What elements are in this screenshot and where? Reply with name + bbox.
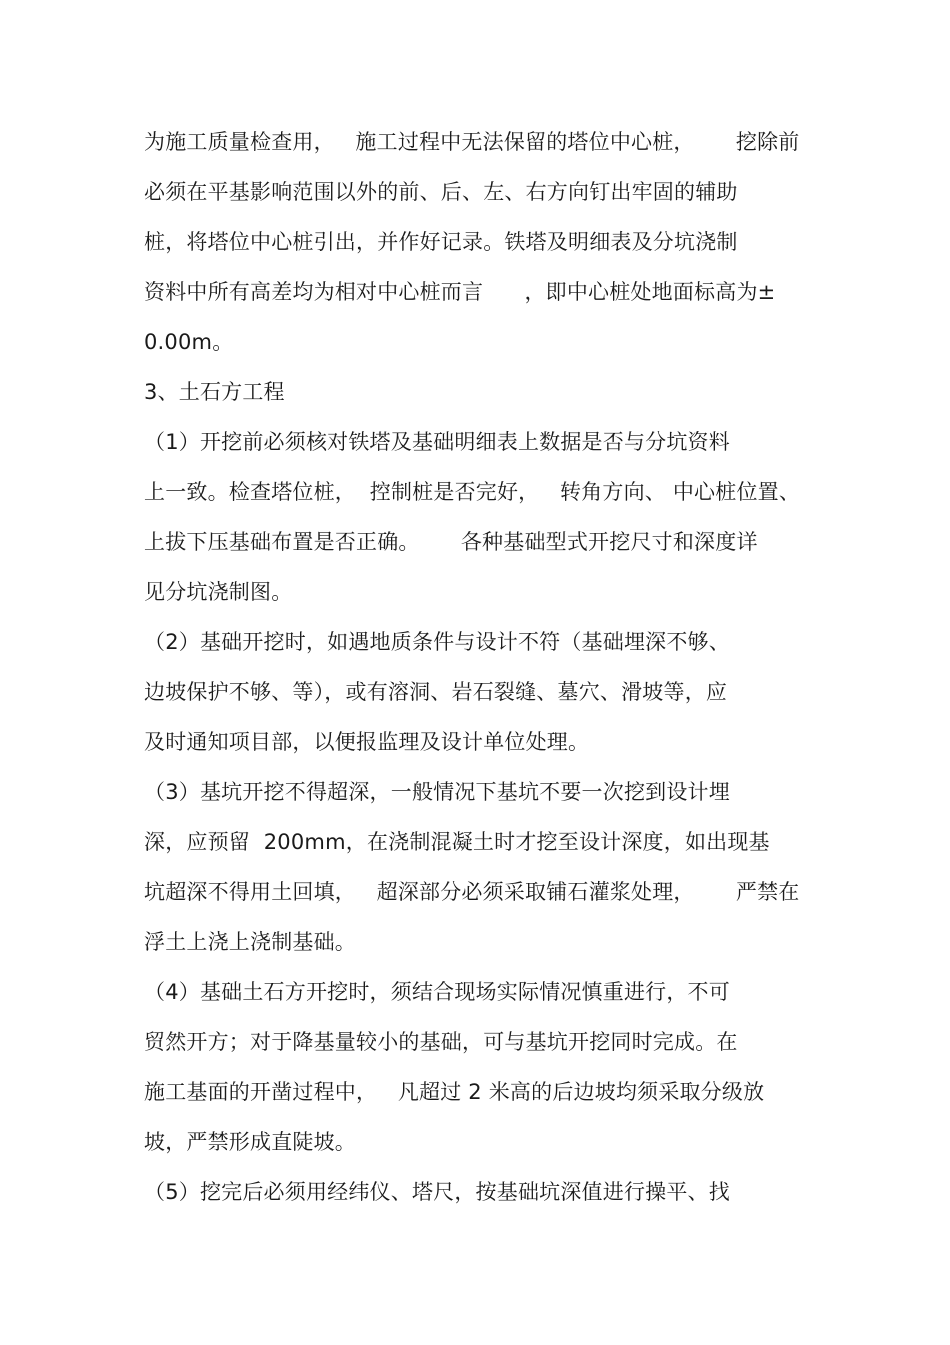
text-line: 贸然开方；对于降基量较小的基础，可与基坑开挖同时完成。在	[144, 1030, 738, 1054]
text-line: 0.00m。	[144, 330, 234, 354]
section-heading: 3、土石方工程	[144, 380, 285, 404]
text-line: （2）基础开挖时，如遇地质条件与设计不符（基础埋深不够、	[144, 630, 730, 654]
text-line: 浮土上浇上浇制基础。	[144, 930, 356, 954]
text-line: 上拔下压基础布置是否正确。 各种基础型式开挖尺寸和深度详	[144, 530, 758, 554]
text-line: 上一致。检查塔位桩， 控制桩是否完好， 转角方向、 中心桩位置、	[144, 480, 801, 504]
text-line: （5）挖完后必须用经纬仪、塔尺，按基础坑深值进行操平、找	[144, 1180, 730, 1204]
text-line: （4）基础土石方开挖时，须结合现场实际情况慎重进行，不可	[144, 980, 730, 1004]
text-line: 边坡保护不够、等），或有溶洞、岩石裂缝、墓穴、滑坡等，应	[144, 680, 728, 704]
text-line: 为施工质量检查用， 施工过程中无法保留的塔位中心桩， 挖除前	[144, 130, 800, 154]
text-line: 必须在平基影响范围以外的前、后、左、右方向钉出牢固的辅助	[144, 180, 738, 204]
text-line: 资料中所有高差均为相对中心桩而言 ，即中心桩处地面标高为±	[144, 280, 776, 304]
text-line: 见分坑浇制图。	[144, 580, 293, 604]
text-line: 坡，严禁形成直陡坡。	[144, 1130, 356, 1154]
text-line: 坑超深不得用土回填， 超深部分必须采取铺石灌浆处理， 严禁在	[144, 880, 800, 904]
text-line: 施工基面的开凿过程中， 凡超过 2 米高的后边坡均须采取分级放	[144, 1080, 765, 1104]
text-line: 桩，将塔位中心桩引出，并作好记录。铁塔及明细表及分坑浇制	[144, 230, 738, 254]
text-line: （3）基坑开挖不得超深，一般情况下基坑不要一次挖到设计埋	[144, 780, 730, 804]
text-line: 及时通知项目部，以便报监理及设计单位处理。	[144, 730, 590, 754]
text-line: 深，应预留 200mm，在浇制混凝土时才挖至设计深度，如出现基	[144, 830, 770, 854]
text-line: （1）开挖前必须核对铁塔及基础明细表上数据是否与分坑资料	[144, 430, 730, 454]
